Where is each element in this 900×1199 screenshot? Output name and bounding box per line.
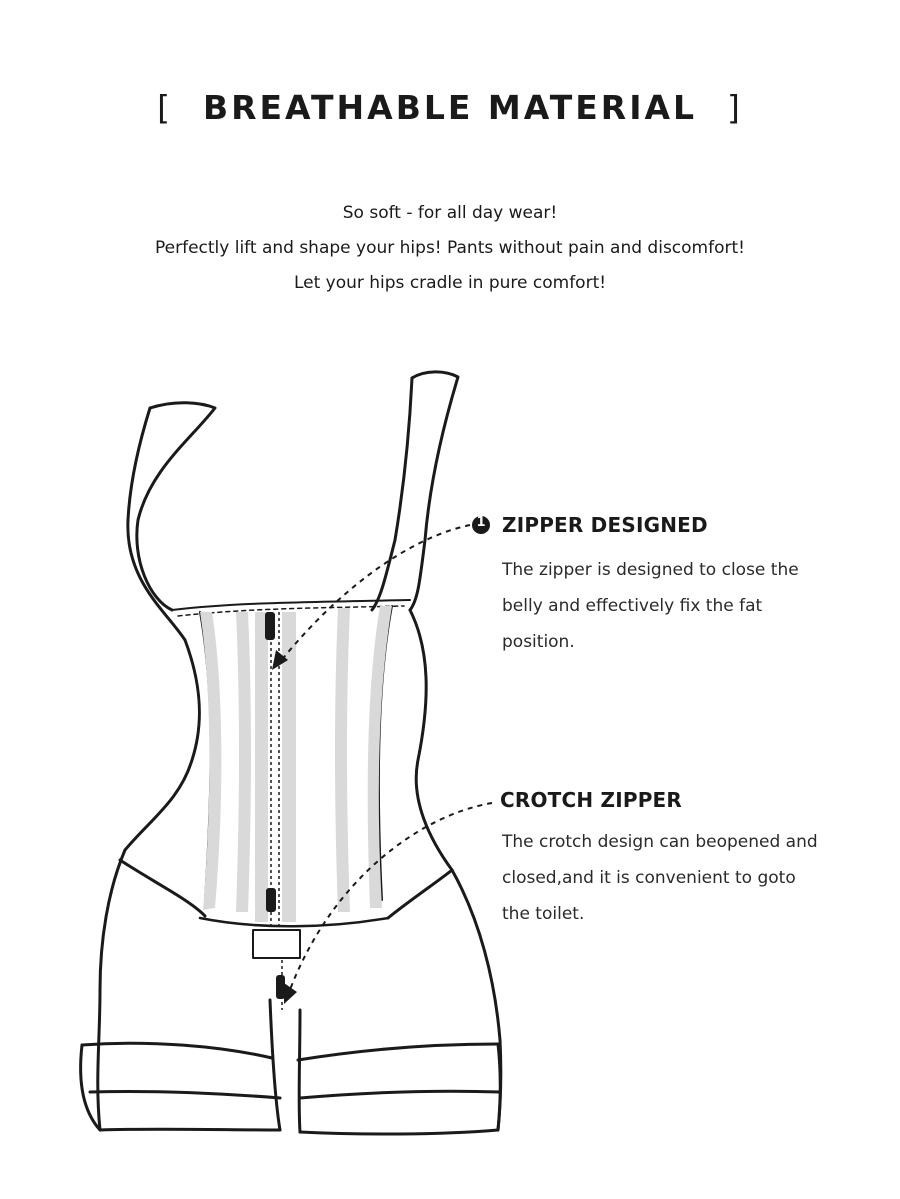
intro-line: Let your hips cradle in pure comfort! [293,273,607,293]
callout-line: position. [502,632,575,652]
zipper-callout-title: ZIPPER DESIGNED [502,513,708,537]
zipper-pull-top-icon [265,612,275,640]
crotch-callout-arrow [288,803,492,995]
callout-number: 1 [476,515,486,530]
crotch-callout-title: CROTCH ZIPPER [500,788,683,812]
zipper-callout-body [502,552,862,660]
left-inner-panel [236,612,251,912]
callout-line: belly and effectively fix the fat [502,596,763,616]
right-outer-leg [498,1044,500,1130]
crotch-callout-body [502,824,882,932]
zipper-callout-arrow [280,525,470,662]
title-text: BREATHABLE MATERIAL [202,88,698,127]
crotch-zipper-graphic [276,960,285,1010]
left-leg-opening [120,860,205,916]
crotch-zipper-pull-icon [276,975,285,999]
left-strap-outline [137,403,215,610]
right-leg-opening [388,870,452,918]
left-leg-band-lower [90,1091,280,1098]
intro-line: Perfectly lift and shape your hips! Pants without pain and discomfort! [155,238,745,258]
left-hip-outline [98,850,280,1130]
right-leg-band [298,1044,498,1060]
crotch-line-right [299,1010,300,1132]
left-boning-panel [200,612,221,910]
callout-line: closed,and it is convenient to goto [502,868,796,888]
zipper-pull-bottom-icon [266,888,276,912]
callout-line: the toilet. [502,904,585,924]
callout-line: The zipper is designed to close the [502,560,799,580]
right-waist-outline [410,610,452,870]
right-strap-outline [410,372,458,610]
left-side-outline [125,408,199,850]
bracket-open: [ [157,88,173,127]
bracket-close: ] [727,88,743,127]
left-leg-band [82,1043,272,1058]
crotch-panel [253,930,300,958]
crotch-line-left [270,1000,280,1130]
right-leg-band-lower [300,1091,500,1098]
right-inner-panel [335,608,350,912]
right-side-outline [372,378,412,610]
callout-line: The crotch design can beopened and [502,832,818,852]
center-left-panel [255,612,268,922]
intro-line: So soft - for all day wear! [342,203,558,223]
